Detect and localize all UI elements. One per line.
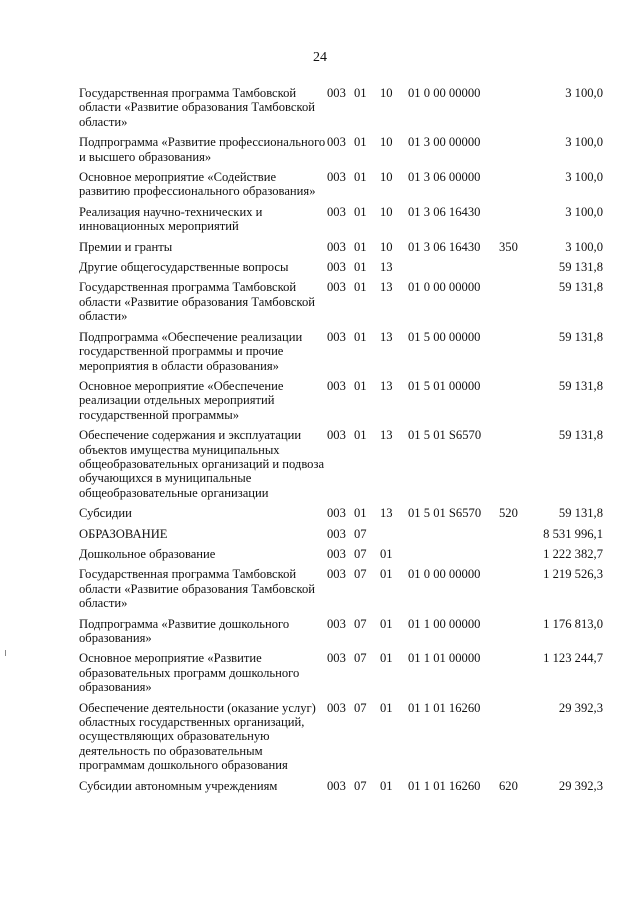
row-section: 01 bbox=[354, 86, 367, 100]
table-row bbox=[79, 135, 603, 170]
row-subsection: 10 bbox=[380, 86, 393, 100]
row-subsection: 01 bbox=[380, 546, 393, 561]
row-expense-type bbox=[499, 330, 529, 379]
row-subsection: 01 bbox=[380, 778, 393, 793]
table-row bbox=[79, 280, 603, 329]
row-expense-type bbox=[499, 205, 529, 240]
row-grbs: 003 bbox=[327, 567, 346, 582]
row-amount: 3 100,0 bbox=[565, 239, 603, 254]
row-grbs: 003 bbox=[327, 378, 346, 393]
row-name: Основное мероприятие «Развитие образовательных программ дошкольного образования» bbox=[79, 651, 300, 695]
row-expense-type bbox=[499, 428, 529, 506]
row-expense-type bbox=[499, 651, 529, 700]
row-target-article bbox=[408, 547, 499, 567]
row-grbs: 003 bbox=[327, 239, 346, 254]
row-section: 01 bbox=[354, 135, 367, 150]
table-row bbox=[79, 205, 603, 240]
table-row bbox=[79, 617, 603, 652]
row-target-article: 01 1 01 00000 bbox=[408, 651, 481, 666]
row-amount: 1 222 382,7 bbox=[543, 546, 603, 561]
row-grbs: 003 bbox=[327, 280, 346, 295]
budget-table bbox=[79, 86, 603, 793]
row-expense-type bbox=[499, 280, 529, 329]
row-target-article bbox=[408, 527, 499, 547]
row-target-article: 01 5 01 S6570 bbox=[408, 428, 482, 443]
row-grbs: 003 bbox=[327, 260, 346, 275]
table-row bbox=[79, 527, 603, 547]
row-grbs: 003 bbox=[327, 135, 346, 150]
row-section: 07 bbox=[354, 526, 367, 541]
row-grbs: 003 bbox=[327, 329, 346, 344]
row-expense-type bbox=[499, 567, 529, 616]
table-row bbox=[79, 701, 603, 779]
row-expense-type bbox=[499, 86, 529, 135]
row-target-article: 01 1 01 16260 bbox=[408, 700, 481, 715]
row-grbs: 003 bbox=[327, 778, 346, 793]
row-subsection: 13 bbox=[380, 428, 393, 443]
row-target-article: 01 1 00 00000 bbox=[408, 616, 481, 631]
table-row bbox=[79, 170, 603, 205]
row-name: Субсидии bbox=[79, 506, 132, 521]
row-target-article: 01 5 01 00000 bbox=[408, 378, 481, 393]
margin-mark bbox=[5, 650, 6, 656]
row-section: 01 bbox=[354, 260, 367, 275]
row-subsection: 10 bbox=[380, 239, 393, 254]
row-section: 07 bbox=[354, 778, 367, 793]
table-row bbox=[79, 86, 603, 135]
row-name: Основное мероприятие «Содействие развитию профессионального образования» bbox=[79, 170, 316, 199]
row-section: 01 bbox=[354, 280, 367, 295]
table-row bbox=[79, 651, 603, 700]
row-grbs: 003 bbox=[327, 204, 346, 219]
row-amount: 59 131,8 bbox=[558, 329, 603, 344]
row-section: 07 bbox=[354, 546, 367, 561]
row-target-article: 01 5 00 00000 bbox=[408, 329, 481, 344]
row-name: Обеспечение содержания и эксплуатации объектов имущества муниципальных общеобразовательных организаций и подвоза обучающихся в муниципальные общеобразовательные организации bbox=[79, 428, 325, 500]
row-section: 07 bbox=[354, 567, 367, 582]
row-grbs: 003 bbox=[327, 506, 346, 521]
row-target-article: 01 0 00 00000 bbox=[408, 280, 481, 295]
row-name: Государственная программа Тамбовской области «Развитие образования Тамбовской области» bbox=[79, 567, 315, 611]
row-name: Подпрограмма «Обеспечение реализации государственной программы и прочие мероприятия в области образования» bbox=[79, 329, 303, 373]
row-name: Государственная программа Тамбовской области «Развитие образования Тамбовской области» bbox=[79, 280, 315, 324]
row-expense-type: 520 bbox=[499, 506, 518, 521]
table-row bbox=[79, 260, 603, 280]
row-target-article: 01 0 00 00000 bbox=[408, 567, 481, 582]
row-amount: 1 219 526,3 bbox=[543, 567, 603, 582]
page-number: 24 bbox=[313, 50, 327, 65]
row-name: Подпрограмма «Развитие дошкольного образования» bbox=[79, 616, 290, 645]
row-grbs: 003 bbox=[327, 86, 346, 100]
row-expense-type bbox=[499, 701, 529, 779]
row-name: Субсидии автономным учреждениям bbox=[79, 778, 278, 793]
row-grbs: 003 bbox=[327, 700, 346, 715]
row-subsection: 01 bbox=[380, 700, 393, 715]
row-grbs: 003 bbox=[327, 170, 346, 185]
row-name: Премии и гранты bbox=[79, 239, 173, 254]
row-amount: 59 131,8 bbox=[558, 280, 603, 295]
row-target-article: 01 3 00 00000 bbox=[408, 135, 481, 150]
row-subsection: 10 bbox=[380, 204, 393, 219]
row-amount: 59 131,8 bbox=[558, 506, 603, 521]
row-subsection: 13 bbox=[380, 329, 393, 344]
row-target-article bbox=[408, 260, 499, 280]
row-subsection: 01 bbox=[380, 567, 393, 582]
row-expense-type: 350 bbox=[499, 239, 518, 254]
row-section: 01 bbox=[354, 239, 367, 254]
table-row bbox=[79, 330, 603, 379]
row-subsection: 13 bbox=[380, 280, 393, 295]
row-grbs: 003 bbox=[327, 616, 346, 631]
row-name: Основное мероприятие «Обеспечение реализации отдельных мероприятий государственной программы» bbox=[79, 378, 284, 422]
row-name: Другие общегосударственные вопросы bbox=[79, 260, 289, 275]
row-section: 07 bbox=[354, 651, 367, 666]
row-expense-type bbox=[499, 547, 529, 567]
row-subsection: 01 bbox=[380, 616, 393, 631]
row-subsection: 13 bbox=[380, 260, 393, 275]
row-grbs: 003 bbox=[327, 526, 346, 541]
row-amount: 1 176 813,0 bbox=[543, 616, 603, 631]
row-name: Государственная программа Тамбовской области «Развитие образования Тамбовской области» bbox=[79, 86, 315, 129]
row-amount: 1 123 244,7 bbox=[543, 651, 603, 666]
row-expense-type bbox=[499, 260, 529, 280]
row-section: 01 bbox=[354, 204, 367, 219]
table-row bbox=[79, 779, 603, 793]
row-target-article: 01 1 01 16260 bbox=[408, 778, 481, 793]
row-subsection bbox=[380, 527, 408, 547]
row-amount: 29 392,3 bbox=[558, 778, 603, 793]
row-amount: 8 531 996,1 bbox=[543, 526, 603, 541]
row-amount: 3 100,0 bbox=[565, 170, 603, 185]
table-row bbox=[79, 379, 603, 428]
row-grbs: 003 bbox=[327, 546, 346, 561]
row-amount: 3 100,0 bbox=[565, 204, 603, 219]
table-row bbox=[79, 547, 603, 567]
row-target-article: 01 3 06 16430 bbox=[408, 239, 481, 254]
row-amount: 59 131,8 bbox=[558, 428, 603, 443]
row-section: 01 bbox=[354, 170, 367, 185]
row-target-article: 01 3 06 16430 bbox=[408, 204, 481, 219]
row-section: 01 bbox=[354, 329, 367, 344]
table-row bbox=[79, 506, 603, 526]
table-row bbox=[79, 240, 603, 260]
row-target-article: 01 5 01 S6570 bbox=[408, 506, 482, 521]
row-expense-type bbox=[499, 527, 529, 547]
row-amount: 59 131,8 bbox=[558, 378, 603, 393]
row-subsection: 13 bbox=[380, 378, 393, 393]
row-expense-type bbox=[499, 617, 529, 652]
row-section: 07 bbox=[354, 616, 367, 631]
row-section: 01 bbox=[354, 378, 367, 393]
row-name: ОБРАЗОВАНИЕ bbox=[79, 526, 168, 541]
row-amount: 3 100,0 bbox=[565, 135, 603, 150]
row-name: Подпрограмма «Развитие профессионального и высшего образования» bbox=[79, 135, 326, 164]
row-target-article: 01 3 06 00000 bbox=[408, 170, 481, 185]
row-subsection: 10 bbox=[380, 170, 393, 185]
row-section: 01 bbox=[354, 506, 367, 521]
row-expense-type bbox=[499, 170, 529, 205]
row-subsection: 01 bbox=[380, 651, 393, 666]
row-section: 01 bbox=[354, 428, 367, 443]
table-row bbox=[79, 428, 603, 506]
row-subsection: 10 bbox=[380, 135, 393, 150]
row-expense-type: 620 bbox=[499, 778, 518, 793]
row-amount: 3 100,0 bbox=[565, 86, 603, 100]
row-expense-type bbox=[499, 379, 529, 428]
row-expense-type bbox=[499, 135, 529, 170]
row-name: Обеспечение деятельности (оказание услуг) областных государственных организаций, осуществляющих образовательную деятельность по образовательным программам дошкольного образования bbox=[79, 700, 316, 773]
row-section: 07 bbox=[354, 700, 367, 715]
table-row bbox=[79, 567, 603, 616]
row-amount: 59 131,8 bbox=[558, 260, 603, 275]
row-grbs: 003 bbox=[327, 651, 346, 666]
row-target-article: 01 0 00 00000 bbox=[408, 86, 481, 100]
row-amount: 29 392,3 bbox=[558, 700, 603, 715]
row-subsection: 13 bbox=[380, 506, 393, 521]
row-name: Дошкольное образование bbox=[79, 546, 216, 561]
row-name: Реализация научно-технических и инновационных мероприятий bbox=[79, 204, 263, 234]
row-grbs: 003 bbox=[327, 428, 346, 443]
